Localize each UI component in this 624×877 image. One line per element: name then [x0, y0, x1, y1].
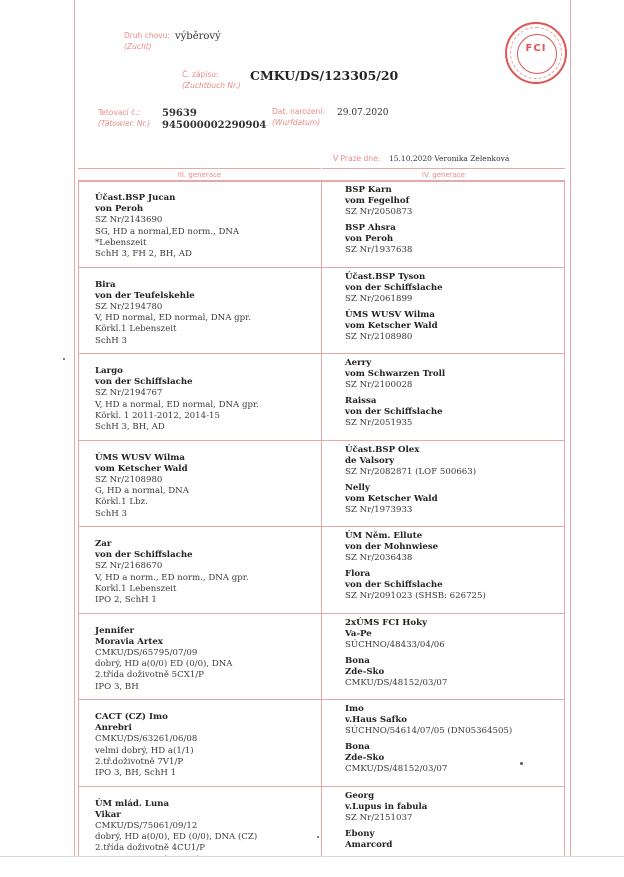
dog-detail-line: V, HD a norm., ED norm., DNA gpr. — [95, 572, 249, 583]
dog-detail-line: SZ Nr/2194767 — [95, 388, 163, 399]
dog-registration: SZ Nr/2151037 — [345, 812, 413, 823]
column-divider — [321, 699, 322, 786]
dog-detail-line: SchH 3 — [95, 508, 127, 519]
dog-title-name: Jennifer — [95, 625, 134, 636]
fci-seal-logo: FCI — [505, 22, 567, 84]
dog-detail-line: 2.tř.doživotně 7V1/P — [95, 756, 184, 767]
dog-detail-line: *Lebenszeit — [95, 237, 147, 248]
dog-title-name: BSP Ahsra — [345, 223, 396, 233]
studbook-number-value: CMKU/DS/123305/20 — [250, 68, 399, 83]
ancestor-gen4 — [345, 445, 476, 479]
dog-detail-line: dobrý, HD a(0/0), ED (0/0), DNA (CZ) — [95, 832, 258, 843]
dog-registration: SZ Nr/2091023 (SHSB: 626725) — [345, 591, 486, 602]
breeding-type-label: Druh chovu: — [124, 31, 170, 40]
dog-registration: SZ Nr/2036438 — [345, 553, 413, 564]
ancestor-gen4 — [345, 531, 438, 565]
dog-detail-line: velmi dobrý, HD a(1/1) — [95, 745, 194, 756]
dog-title-name: ÚMS WUSV Wilma — [345, 309, 435, 320]
dog-title-name: 2xÚMS FCI Hoky — [345, 617, 428, 628]
dog-title-name: Imo — [345, 704, 364, 714]
dog-registration: SZ Nr/2100028 — [345, 380, 413, 391]
dog-detail-line: Korkl.1 Lebenszeit — [95, 583, 177, 594]
dog-kennel-name: vom Ketscher Wald — [95, 463, 188, 474]
dog-detail-line: IPO 2, SchH 1 — [95, 595, 157, 606]
dog-kennel-name: Zde-Sko — [345, 753, 385, 764]
column-divider — [321, 440, 322, 527]
dog-detail-line: Körkl.1 Lbz. — [95, 497, 148, 508]
dog-detail-line: CMKU/DS/65795/07/09 — [95, 647, 198, 658]
dog-kennel-name: von der Teufelskehle — [95, 290, 195, 301]
dog-detail-line: SG, HD a normal,ED norm., DNA — [95, 226, 240, 237]
birth-date-label: Dat. narození: — [272, 107, 325, 116]
birth-date-label-de: (Wurfdatum) — [272, 118, 321, 127]
ancestor-gen4 — [345, 185, 412, 219]
dog-registration: SZ Nr/1937638 — [345, 245, 413, 256]
tattoo-value: 59639 — [162, 108, 197, 119]
ancestor-gen4 — [345, 791, 427, 825]
breeding-type-label-de: (Zucht) — [124, 42, 152, 51]
dog-title-name: CACT (CZ) Imo — [95, 712, 168, 722]
dog-title-name: Účast.BSP Olex — [345, 444, 420, 455]
dog-registration: SÚCHNO/54614/07/05 (DN05364505) — [345, 726, 513, 737]
column-divider — [321, 267, 322, 354]
dog-detail-line: SZ Nr/2143690 — [95, 215, 163, 226]
dog-kennel-name: von der Mohnwiese — [345, 542, 439, 553]
scan-speck — [520, 762, 523, 765]
ancestor-gen4 — [345, 704, 512, 738]
generation-4-header: IV. generace — [322, 168, 565, 182]
dog-registration: SZ Nr/2050873 — [345, 207, 413, 218]
dog-detail-line: SZ Nr/2108980 — [95, 474, 163, 485]
ancestor-gen4 — [345, 272, 443, 306]
breeding-type-value: výběrový — [175, 31, 221, 42]
tattoo-label-de: (Tätowier. Nr.) — [98, 119, 151, 128]
dog-registration: CMKU/DS/48152/03/07 — [345, 677, 448, 688]
dog-detail-line: Körkl. 1 2011-2012, 2014-15 — [95, 410, 220, 421]
ancestor-gen3 — [95, 366, 259, 433]
ancestor-gen3 — [95, 280, 251, 347]
ancestor-gen4 — [345, 396, 443, 430]
dog-title-name: Zar — [95, 539, 112, 549]
dog-title-name: Flora — [345, 569, 371, 579]
dog-title-name: Largo — [95, 366, 123, 376]
dog-kennel-name: von der Schiffslache — [95, 377, 193, 388]
dog-kennel-name: Zde-Sko — [345, 666, 385, 677]
dog-title-name: ÚM Něm. Ellute — [345, 531, 423, 541]
ancestor-gen4 — [345, 656, 447, 690]
dog-title-name: BSP Karn — [345, 185, 392, 195]
column-divider — [321, 526, 322, 613]
scan-speck — [63, 358, 65, 360]
ancestor-gen4 — [345, 569, 486, 603]
column-divider — [321, 353, 322, 440]
dog-detail-line: CMKU/DS/63261/06/08 — [95, 734, 198, 745]
dog-detail-line: 2.třída doživotně 5CX1/P — [95, 670, 204, 681]
dog-detail-line: IPO 3, BH, SchH 1 — [95, 768, 177, 779]
dog-detail-line: SZ Nr/2194780 — [95, 301, 163, 312]
dog-title-name: Georg — [345, 790, 375, 801]
dog-detail-line: dobrý, HD a(0/0) ED (0/0), DNA — [95, 659, 233, 670]
dog-detail-line: V, HD normal, ED normal, DNA gpr. — [95, 313, 252, 324]
dog-detail-line: Körkl.1 Lebenszeit — [95, 324, 177, 335]
dog-kennel-name: v.Haus Safko — [345, 715, 408, 726]
dog-title-name: Nelly — [345, 482, 370, 493]
ancestor-gen4 — [345, 618, 445, 652]
dog-kennel-name: vom Ketscher Wald — [345, 493, 438, 504]
ancestor-gen4 — [345, 829, 392, 851]
dog-kennel-name: Anrebri — [95, 723, 132, 734]
dog-title-name: ÚMS WUSV Wilma — [95, 452, 185, 463]
generation-3-header: III. generace — [78, 168, 321, 182]
dog-kennel-name: von der Schiffslache — [345, 580, 443, 591]
ancestor-gen3 — [95, 626, 232, 693]
dog-detail-line: 2.třída doživotně 4CU1/P — [95, 843, 206, 854]
ancestor-gen4 — [345, 310, 438, 344]
dog-detail-line: G, HD a normal, DNA — [95, 486, 189, 497]
dog-registration: CMKU/DS/48152/03/07 — [345, 764, 448, 775]
dog-title-name: Bona — [345, 742, 370, 752]
dog-detail-line: CMKU/DS/75061/09/12 — [95, 820, 198, 831]
dog-title-name: Ebony — [345, 828, 375, 839]
scan-speck — [317, 836, 319, 838]
ancestor-gen4 — [345, 483, 438, 517]
dog-title-name: ÚM mlád. Luna — [95, 798, 170, 809]
column-divider — [321, 613, 322, 700]
issue-place-label: V Praze dne: — [333, 154, 381, 163]
dog-kennel-name: von Peroh — [95, 204, 144, 215]
birth-date-value: 29.07.2020 — [337, 108, 389, 118]
ancestor-gen3 — [95, 539, 249, 606]
column-divider — [321, 180, 322, 267]
chip-value: 945000002290904 — [162, 120, 267, 131]
dog-kennel-name: vom Fegelhof — [345, 196, 410, 207]
dog-title-name: Účast.BSP Jucan — [95, 193, 176, 203]
dog-registration: SZ Nr/1973933 — [345, 504, 413, 515]
dog-registration: SZ Nr/2061899 — [345, 293, 413, 304]
studbook-number-label-de: (Zuchtbuch Nr.) — [182, 81, 241, 90]
dog-kennel-name: von der Schiffslache — [95, 550, 193, 561]
dog-registration: SZ Nr/2051935 — [345, 418, 413, 429]
dog-detail-line: SchH 3 — [95, 335, 127, 346]
ancestor-gen3 — [95, 453, 189, 520]
dog-kennel-name: Va-Pe — [345, 628, 372, 639]
dog-registration: SÚCHNO/48433/04/06 — [345, 639, 445, 650]
dog-kennel-name: vom Schwarzen Troll — [345, 369, 446, 380]
dog-detail-line: IPO 3, BH — [95, 681, 139, 692]
dog-title-name: Účast.BSP Tyson — [345, 271, 426, 282]
ancestor-gen3 — [95, 193, 239, 260]
scan-bottom-margin — [0, 856, 624, 877]
ancestor-gen4 — [345, 742, 447, 776]
dog-registration: SZ Nr/2082871 (LOF 500663) — [345, 466, 477, 477]
dog-registration: SZ Nr/2108980 — [345, 331, 413, 342]
dog-detail-line: SZ Nr/2168670 — [95, 561, 163, 572]
dog-title-name: Bona — [345, 655, 370, 666]
dog-title-name: Aerry — [345, 358, 372, 368]
issue-date-signature: 15.10.2020 Veronika Zelenková — [389, 154, 510, 163]
dog-kennel-name: Amarcord — [345, 839, 393, 850]
ancestor-gen3 — [95, 712, 197, 779]
dog-detail-line: SchH 3, FH 2, BH, AD — [95, 249, 192, 260]
studbook-number-label: Č. zápisu: — [182, 70, 219, 79]
dog-kennel-name: Moravia Artex — [95, 636, 163, 647]
ancestor-gen4 — [345, 223, 412, 257]
dog-kennel-name: de Valsory — [345, 455, 395, 466]
dog-detail-line: SchH 3, BH, AD — [95, 422, 165, 433]
ancestor-gen4 — [345, 358, 445, 392]
dog-title-name: Bira — [95, 279, 116, 290]
dog-kennel-name: von der Schiffslache — [345, 282, 443, 293]
dog-kennel-name: vom Ketscher Wald — [345, 320, 438, 331]
dog-detail-line: V, HD a normal, ED normal, DNA gpr. — [95, 399, 259, 410]
dog-title-name: Raissa — [345, 396, 377, 406]
dog-kennel-name: Vikar — [95, 809, 121, 820]
dog-kennel-name: von Peroh — [345, 234, 394, 245]
tattoo-label: Tetovací č.: — [98, 108, 141, 117]
dog-kennel-name: von der Schiffslache — [345, 407, 443, 418]
dog-kennel-name: v.Lupus in fabula — [345, 801, 428, 812]
